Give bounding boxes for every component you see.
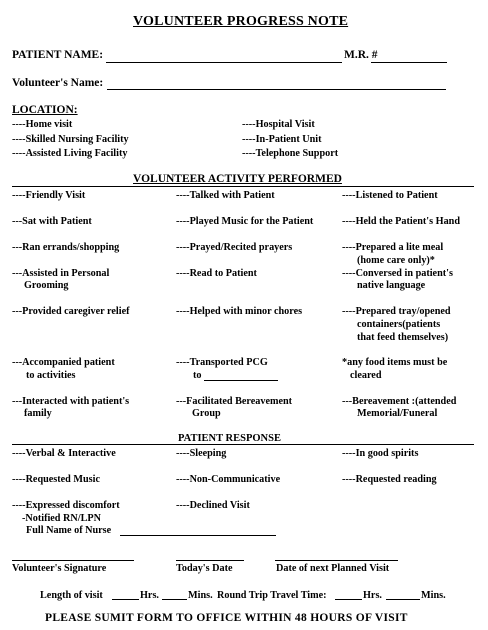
round-trip-hrs-label: Hrs. [363,590,382,601]
response-notified-rn: -Notified RN/LPN [22,513,101,524]
footer-instruction: PLEASE SUMIT FORM TO OFFICE WITHIN 48 HOURS OF VISIT [45,612,408,624]
patient-name-field[interactable] [106,62,342,63]
activity-bereavement-group[interactable]: ---Facilitated Bereavement [176,396,293,407]
activity-prepared-meal[interactable]: ----Prepared a lite meal [342,242,444,253]
activity-interacted-family[interactable]: ---Interacted with patient's [12,396,130,407]
page-title: VOLUNTEER PROGRESS NOTE [133,14,349,29]
activity-minor-chores[interactable]: ----Helped with minor chores [176,306,303,317]
activity-bereavement-memorial[interactable]: ---Bereavement :(attended [342,396,457,407]
location-inpatient-unit[interactable]: ----In-Patient Unit [242,134,322,145]
todays-date-label: Today's Date [176,563,233,574]
activity-caregiver-relief[interactable]: ---Provided caregiver relief [12,306,130,317]
activity-divider [12,186,474,187]
activity-played-music[interactable]: ----Played Music for the Patient [176,216,314,227]
volunteer-name-field[interactable] [107,89,446,90]
activity-assisted-grooming-cont: Grooming [24,280,69,291]
activity-read-to-patient[interactable]: ----Read to Patient [176,268,257,279]
round-trip-mins-label: Mins. [421,590,446,601]
patient-name-label: PATIENT NAME: [12,49,104,61]
activity-bereavement-group-cont: Group [192,408,221,419]
length-mins-field[interactable] [162,599,187,600]
response-declined-visit[interactable]: ----Declined Visit [176,500,250,511]
activity-transported-pcg[interactable]: ----Transported PCG [176,357,268,368]
nurse-name-label: Full Name of Nurse [26,525,112,536]
activity-assisted-grooming[interactable]: ---Assisted in Personal [12,268,110,279]
response-non-communicative[interactable]: ----Non-Communicative [176,474,281,485]
length-of-visit-label: Length of visit [40,590,103,601]
location-skilled-nursing[interactable]: ----Skilled Nursing Facility [12,134,129,145]
activity-interacted-family-cont: family [24,408,52,419]
response-sleeping[interactable]: ----Sleeping [176,448,227,459]
activity-ran-errands[interactable]: ---Ran errands/shopping [12,242,120,253]
response-verbal[interactable]: ----Verbal & Interactive [12,448,116,459]
food-items-note-cont: cleared [350,370,382,381]
volunteer-signature-label: Volunteer's Signature [12,563,107,574]
mr-label: M.R. # [344,49,378,61]
activity-conversed[interactable]: ----Conversed in patient's [342,268,453,279]
round-trip-label: Round Trip Travel Time: [217,590,327,601]
length-mins-label: Mins. [188,590,213,601]
response-requested-reading[interactable]: ----Requested reading [342,474,437,485]
activity-accompanied-patient-cont: to activities [26,370,76,381]
location-assisted-living[interactable]: ----Assisted Living Facility [12,148,128,159]
transported-to-field[interactable] [204,380,278,381]
activity-prepared-tray-cont2: that feed themselves) [357,332,449,343]
activity-bereavement-memorial-cont: Memorial/Funeral [357,408,438,419]
activity-prepared-meal-note: (home care only)* [357,255,435,266]
location-hospital-visit[interactable]: ----Hospital Visit [242,119,315,130]
activity-heading: VOLUNTEER ACTIVITY PERFORMED [133,173,342,185]
location-telephone-support[interactable]: ----Telephone Support [242,148,339,159]
volunteer-signature-field[interactable] [12,560,134,561]
activity-sat-with-patient[interactable]: ---Sat with Patient [12,216,92,227]
nurse-name-field[interactable] [120,535,276,536]
response-divider [12,444,474,445]
activity-friendly-visit[interactable]: ----Friendly Visit [12,190,86,201]
activity-held-hand[interactable]: ----Held the Patient's Hand [342,216,460,227]
next-visit-date-field[interactable] [275,560,398,561]
response-requested-music[interactable]: ----Requested Music [12,474,100,485]
activity-transported-pcg-to: to [193,370,202,381]
activity-prepared-tray-cont1: containers(patients [357,319,441,330]
response-good-spirits[interactable]: ----In good spirits [342,448,419,459]
response-expressed-discomfort[interactable]: ----Expressed discomfort [12,500,120,511]
activity-listened-to-patient[interactable]: ----Listened to Patient [342,190,438,201]
food-items-note: *any food items must be [342,357,448,368]
activity-accompanied-patient[interactable]: ---Accompanied patient [12,357,115,368]
activity-talked-with-patient[interactable]: ----Talked with Patient [176,190,275,201]
location-home-visit[interactable]: ----Home visit [12,119,73,130]
volunteer-name-label: Volunteer's Name: [12,77,104,89]
response-heading: PATIENT RESPONSE [178,433,281,444]
length-hrs-label: Hrs. [140,590,159,601]
location-heading: LOCATION: [12,104,78,116]
activity-conversed-cont: native language [357,280,426,291]
mr-field[interactable] [371,62,447,63]
todays-date-field[interactable] [176,560,244,561]
activity-prepared-tray[interactable]: ----Prepared tray/opened [342,306,451,317]
activity-prayed[interactable]: ----Prayed/Recited prayers [176,242,293,253]
length-hrs-field[interactable] [112,599,139,600]
round-trip-mins-field[interactable] [386,599,420,600]
next-visit-date-label: Date of next Planned Visit [276,563,390,574]
round-trip-hrs-field[interactable] [335,599,362,600]
